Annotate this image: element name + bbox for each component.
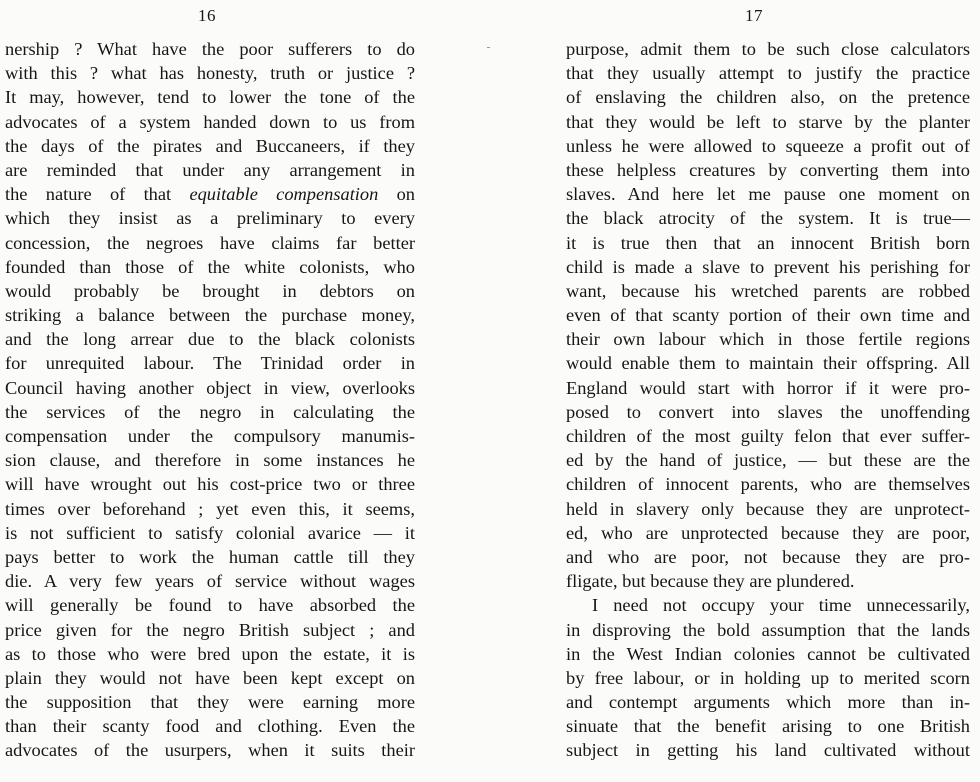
- text-line: in disproving the bold assumption that the lands: [566, 619, 970, 640]
- text-line: in the West Indian colonies cannot be cultivated: [566, 643, 970, 664]
- text-line: sinuate that the benefit arising to one British: [566, 716, 970, 737]
- text-line: slaves. And here let me pause one moment on: [566, 184, 970, 205]
- text-line: would enable them to maintain their offspring. All: [566, 353, 970, 374]
- text-line: which they insist as a preliminary to every: [5, 208, 415, 229]
- text-line-italic: [5, 182, 415, 206]
- text-line: the services of the negro in calculating the: [5, 401, 415, 422]
- text-line: striking a balance between the purchase money,: [5, 305, 415, 326]
- text-line: their own labour which in those fertile regions: [566, 329, 970, 350]
- text-line: than their scanty food and clothing. Even the: [5, 716, 415, 737]
- text-line: that they would be left to starve by the planter: [566, 111, 970, 132]
- text-line: by free labour, or in holding up to merited scorn: [566, 667, 970, 688]
- text-line: unless he were allowed to squeeze a profit out of: [566, 135, 970, 156]
- text-line: held in slavery only because they are unprotect-: [566, 498, 970, 519]
- text-line: advocates of the usurpers, when it suits their: [5, 740, 415, 761]
- text-line: ed by the hand of justice, — but these are the: [566, 450, 970, 471]
- text-line: pays better to work the human cattle till they: [5, 546, 415, 567]
- text-line: these helpless creatures by converting them into: [566, 159, 970, 180]
- text-line: ed, who are unprotected because they are poor,: [566, 522, 970, 543]
- text-line: die. A very few years of service without wages: [5, 571, 415, 592]
- text-line: even of that scanty portion of their own time and: [566, 305, 970, 326]
- text-line: price given for the negro British subject ; and: [5, 619, 415, 640]
- page-number-left: 16: [198, 6, 216, 25]
- text-line: sion clause, and therefore in some instances he: [5, 450, 415, 471]
- text-line: children of innocent parents, who are themselves: [566, 474, 970, 495]
- text-line: times over beforehand ; yet even this, it seems,: [5, 498, 415, 519]
- text-line: the days of the pirates and Buccaneers, if they: [5, 135, 415, 156]
- text-line: as to those who were bred upon the estate, it is: [5, 643, 415, 664]
- text-line: advocates of a system handed down to us from: [5, 111, 415, 132]
- text-line: I need not occupy your time unnecessarily,: [592, 595, 970, 616]
- text-line: nership ? What have the poor sufferers to do: [5, 39, 415, 59]
- text-line: plain they would not have been kept except on: [5, 667, 415, 688]
- left-page-text: [5, 37, 415, 763]
- text-line: and contempt arguments which more than in-: [566, 692, 970, 713]
- text-line: will have wrought out his cost-price two or three: [5, 474, 415, 495]
- text-line: will generally be found to have absorbed the: [5, 595, 415, 616]
- text-line: it is true then that an innocent British born: [566, 232, 970, 253]
- right-page-text: [566, 37, 970, 763]
- text-line: of enslaving the children also, on the pretence: [566, 87, 970, 108]
- text-line: England would start with horror if it were pro-: [566, 377, 970, 398]
- text-line: It may, however, tend to lower the tone of the: [5, 87, 415, 108]
- right-page: [490, 0, 980, 782]
- italic-phrase: equitable compensation: [189, 184, 379, 205]
- text-line: are reminded that under any arrangement in: [5, 159, 415, 180]
- text-line: and the long arrear due to the black colonists: [5, 329, 415, 350]
- text-line: with this ? what has honesty, truth or justice ?: [5, 63, 415, 84]
- text-line: want, because his wretched parents are robbed: [566, 280, 970, 301]
- page-number-right: 17: [745, 6, 763, 25]
- text-line: the black atrocity of the system. It is true—: [566, 208, 970, 229]
- text-line: the supposition that they were earning more: [5, 692, 415, 713]
- text-line: for unrequited labour. The Trinidad order in: [5, 353, 415, 374]
- text-line: is not sufficient to satisfy colonial avarice — it: [5, 522, 415, 543]
- text-line: that they usually attempt to justify the practice: [566, 63, 970, 84]
- text-segment: the nature of that: [5, 184, 172, 205]
- text-line: posed to convert into slaves the unoffending: [566, 401, 970, 422]
- text-line: compensation under the compulsory manumis-: [5, 426, 415, 446]
- text-segment: on: [396, 184, 415, 205]
- text-line: child is made a slave to prevent his perishing for: [566, 256, 970, 277]
- text-line: subject in getting his land cultivated without: [566, 740, 970, 761]
- text-line: fligate, but because they are plundered.: [566, 571, 855, 592]
- text-line: children of the most guilty felon that ever suffer-: [566, 426, 970, 446]
- text-line: Council having another object in view, overlooks: [5, 377, 415, 398]
- text-line: concession, the negroes have claims far better: [5, 232, 415, 253]
- text-line: purpose, admit them to be such close calculators: [566, 39, 970, 59]
- text-line: founded than those of the white colonists, who: [5, 256, 415, 277]
- text-line: would probably be brought in debtors on: [5, 280, 415, 301]
- text-line: and who are poor, not because they are pro-: [566, 546, 970, 567]
